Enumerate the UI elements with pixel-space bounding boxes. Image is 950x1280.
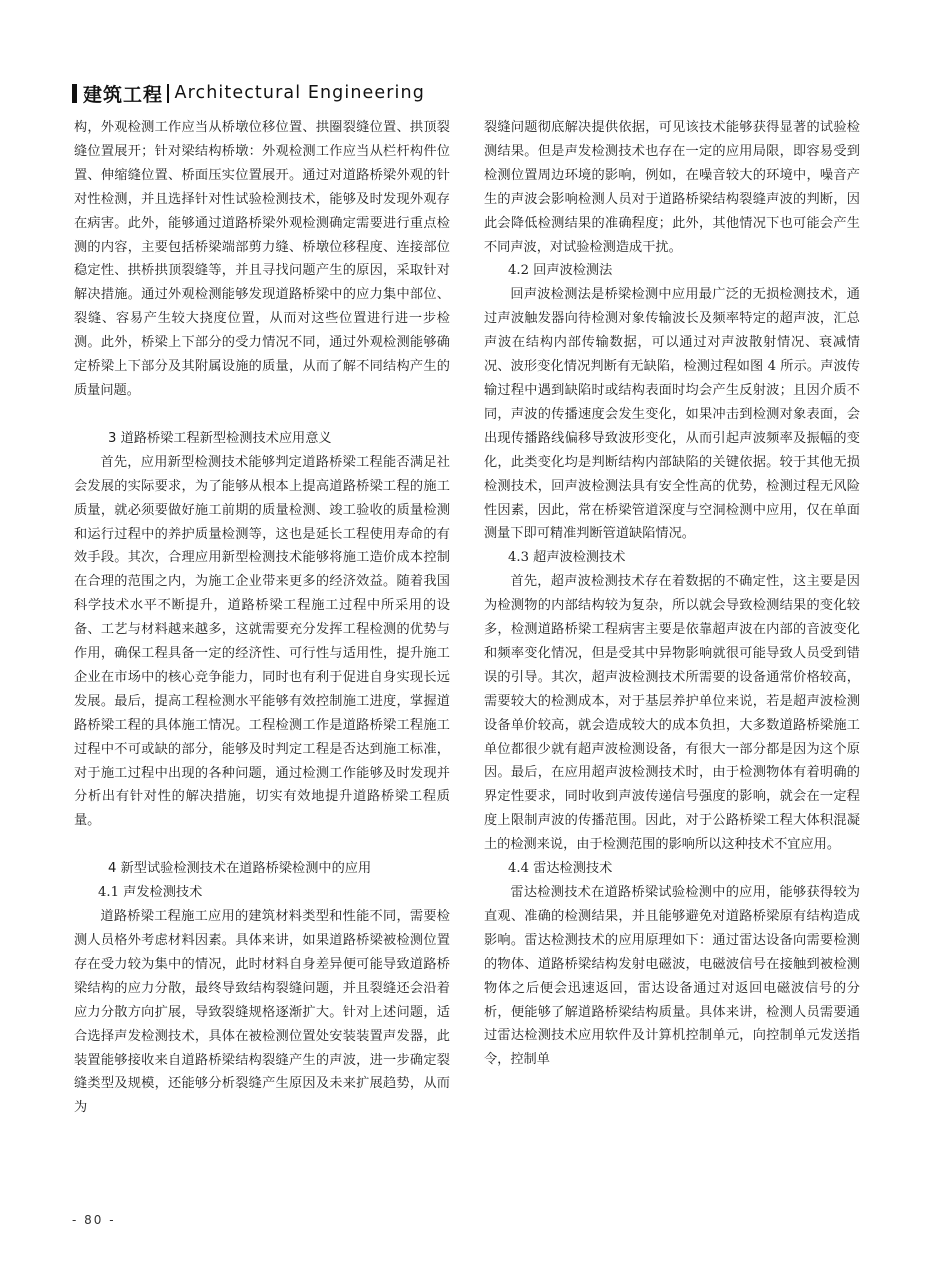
subsection-heading-4-3: 4.3 超声波检测技术 [508,550,626,566]
journal-title-cn: 建筑工程 [83,83,164,106]
running-header [72,82,425,104]
section-heading-3: 3 道路桥梁工程新型检测技术应用意义 [108,430,332,446]
paragraph: 回声波检测法是桥梁检测中应用最广泛的无损检测技术，通过声波触发器向待检测对象传输波长及频率特定的超声波，汇总声波在结构内部传输数据，可以通过对声波散射情况、衰减情况、波形变化情况判断有无缺陷，检测过程如图 4 所示。声波传输过程中遇到缺陷时或结构表面时均会产生反射波；且因介质不同，声波的传播速度会发生变化，如果冲击到检测对象表面，会出现传播路线偏移导致波形变化，从而引起声波频率及振幅的变化，此类变化均是判断结构内部缺陷的关键依据。较于其他无损检测技术，回声波检测法具有安全性高的优势，检测过程无风险性因素，因此，常在桥梁管道深度与空洞检测中应用，仅在单面测量下即可精准判断管道缺陷情况。 [484,287,860,542]
paragraph: 雷达检测技术在道路桥梁试验检测中的应用，能够获得较为直观、准确的检测结果，并且能够避免对道路桥梁原有结构造成影响。雷达检测技术的应用原理如下：通过雷达设备向需要检测的物体、道路桥梁结构发射电磁波，电磁波信号在接触到被检测物体之后便会迅速返回，雷达设备通过对返回电磁波信号的分析，便能够了解道路桥梁结构质量。具体来讲，检测人员需要通过雷达检测技术应用软件及计算机控制单元，向控制单元发送指令，控制单 [484,885,860,1068]
subsection-heading-4-4: 4.4 雷达检测技术 [508,861,613,877]
section-heading-4: 4 新型试验检测技术在道路桥梁检测中的应用 [108,861,372,877]
paragraph: 首先，应用新型检测技术能够判定道路桥梁工程能否满足社会发展的实际要求，为了能够从根本上提高道路桥梁工程的施工质量，就必须要做好施工前期的质量检测、竣工验收的质量检测和运行过程中的养护质量检测等，这也是延长工程使用寿命的有效手段。其次，合理应用新型检测技术能够将施工造价成本控制在合理的范围之内，为施工企业带来更多的经济效益。随着我国科学技术水平不断提升，道路桥梁工程施工过程中所采用的设备、工艺与材料越来越多，这就需要充分发挥工程检测的优势与作用，确保工程具备一定的经济性、可行性与适用性，提升施工企业在市场中的核心竞争能力，同时也有利于促进自身实现长远发展。最后，提高工程检测水平能够有效控制施工进度，掌握道路桥梁工程的具体施工情况。工程检测工作是道路桥梁工程施工过程中不可或缺的部分，能够及时判定工程是否达到施工标准，对于施工过程中出现的各种问题，通过检测工作能够及时发现并分析出有针对性的解决措施，切实有效地提升道路桥梁工程质量。 [74,454,450,829]
header-separator [167,84,169,103]
paragraph-continued: 构，外观检测工作应当从桥墩位移位置、拱圈裂缝位置、拱顶裂缝位置展开；针对梁结构桥墩：外观检测工作应当从栏杆构件位置、伸缩缝位置、桥面压实位置展开。通过对道路桥梁外观的针对性检测，并且选择针对性试验检测技术，能够及时发现外观存在病害。此外，能够通过道路桥梁外观检测确定需要进行重点检测的内容，主要包括桥梁端部剪力缝、桥墩位移程度、连接部位稳定性、拱桥拱顶裂缝等，并且寻找问题产生的原因，采取针对解决措施。通过外观检测能够发现道路桥梁中的应力集中部位、裂缝、容易产生较大挠度位置，从而对这些位置进行进一步检测。此外，桥梁上下部分的受力情况不同，通过外观检测能够确定桥梁上下部分及其附属设施的质量，从而了解不同结构产生的质量问题。 [74,120,450,398]
paragraph-continued: 裂缝问题彻底解决提供依据，可见该技术能够获得显著的试验检测结果。但是声发检测技术也存在一定的应用局限，即容易受到检测位置周边环境的影响，例如，在噪音较大的环境中，噪音产生的声波会影响检测人员对于道路桥梁结构裂缝声波的判断，因此会降低检测结果的准确程度；此外，其他情况下也可能会产生不同声波，对试验检测造成干扰。 [484,120,860,255]
subsection-heading-4-2: 4.2 回声波检测法 [508,263,613,279]
left-column [74,116,450,1120]
page-number: - 80 - [72,1213,116,1227]
subsection-heading-4-1: 4.1 声发检测技术 [98,885,203,901]
paragraph: 首先，超声波检测技术存在着数据的不确定性，这主要是因为检测物的内部结构较为复杂，所以就会导致检测结果的变化较多，检测道路桥梁工程病害主要是依靠超声波在内部的音波变化和频率变化情况，但是受其中异物影响就很可能导致人员受到错误的引导。其次，超声波检测技术所需要的设备通常价格较高，需要较大的检测成本，对于基层养护单位来说，若是超声波检测设备单价较高，就会造成较大的成本负担，大多数道路桥梁施工单位都很少就有超声波检测设备，有很大一部分都是因为这个原因。最后，在应用超声波检测技术时，由于检测物体有着明确的界定性要求，同时收到声波传递信号强度的影响，就会在一定程度上限制声波的传播范围。因此，对于公路桥梁工程大体积混凝土的检测来说，由于检测范围的影响所以这种技术不宜应用。 [484,574,860,853]
paragraph: 道路桥梁工程施工应用的建筑材料类型和性能不同，需要检测人员格外考虑材料因素。具体来讲，如果道路桥梁被检测位置存在受力较为集中的情况，此时材料自身差异便可能导致道路桥梁结构的应力分散，最终导致结构裂缝问题，并且裂缝还会沿着应力分散方向扩展，导致裂缝规格逐渐扩大。针对上述问题，适合选择声发检测技术，具体在被检测位置处安装装置声发器，此装置能够接收来自道路桥梁结构裂缝产生的声波，进一步确定裂缝类型及规模，还能够分析裂缝产生原因及未来扩展趋势，从而为 [74,909,450,1116]
header-bar-mark [72,84,77,103]
journal-title-en: Architectural Engineering [174,83,425,103]
right-column [484,116,860,1072]
